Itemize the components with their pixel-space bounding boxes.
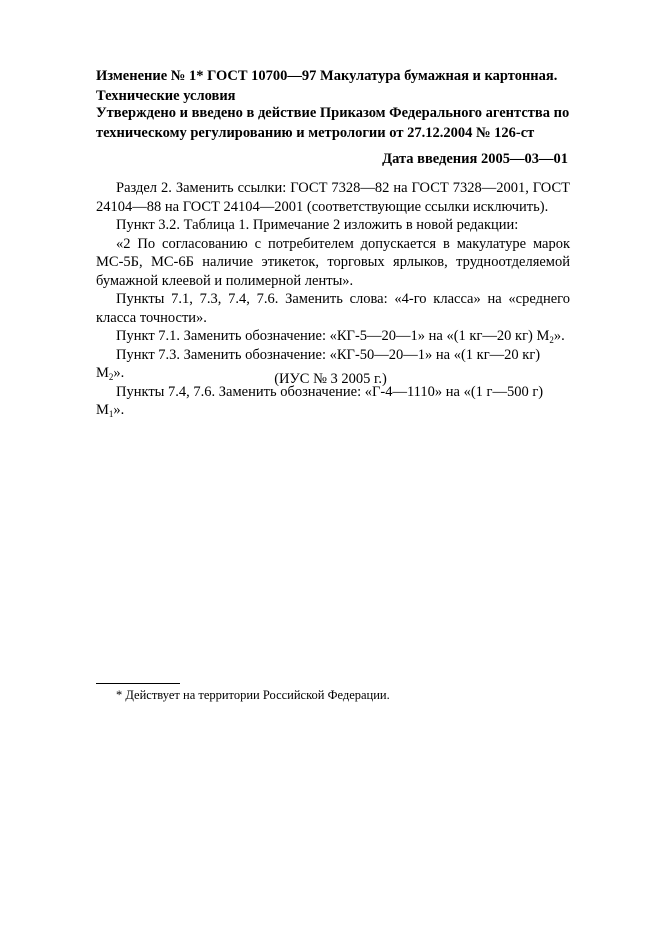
approval-line-2: техническому регулированию и метрологии от 27.12.2004 № 126-ст (96, 125, 535, 141)
item-7-3-end: ». (113, 365, 125, 381)
approval-statement (96, 103, 570, 143)
item-7-3-text: Пункт 7.3. Заменить обозначение: «КГ-50—20—1» на «(1 кг—20 кг) М (96, 346, 541, 381)
paragraph-note-2: «2 По согласованию с потребителем допускается в макулатуре марок МС-5Б, МС-6Б наличие этикеток, торговых ярлыков, трудноотделяемой бумажной клеевой и полимерной ленты». (96, 235, 570, 289)
items-7-4-end: ». (113, 402, 125, 418)
footnote-divider (96, 683, 180, 684)
approval-line-1: Утверждено и введено в действие Приказом Федерального агентства по (96, 105, 570, 121)
footnote: * Действует на территории Российской Федерации. (116, 688, 390, 702)
item-7-3-subscript: 2 (108, 372, 114, 382)
source-reference: (ИУС № 3 2005 г.) (274, 371, 387, 387)
paragraph-items-7-4-7-6 (96, 383, 570, 420)
paragraph-item-3-2: Пункт 3.2. Таблица 1. Примечание 2 изложить в новой редакции: (116, 217, 519, 233)
item-7-1-subscript: 2 (549, 335, 554, 345)
item-7-1-text: Пункт 7.1. Заменить обозначение: «КГ-5—20—1» на «(1 кг—20 кг) М (116, 328, 550, 344)
items-7-4-subscript: 1 (108, 409, 114, 419)
item-7-1-end: ». (553, 328, 565, 344)
items-7-4-text: Пункты 7.4, 7.6. Заменить обозначение: «Г-4—1110» на «(1 г—500 г) М (96, 383, 544, 418)
document-title (96, 66, 570, 106)
effective-date: Дата введения 2005—03—01 (382, 151, 568, 167)
title-line-2: Технические условия (96, 88, 236, 104)
paragraph-item-7-1 (96, 327, 570, 346)
title-line-1: Изменение № 1* ГОСТ 10700—97 Макулатура бумажная и картонная. (96, 68, 558, 84)
paragraph-section-2: Раздел 2. Заменить ссылки: ГОСТ 7328—82 на ГОСТ 7328—2001, ГОСТ 24104—88 на ГОСТ 24104—2001 (соответствующие ссылки исключить). (96, 180, 570, 215)
paragraph-items-7: Пункты 7.1, 7.3, 7.4, 7.6. Заменить слова: «4-го класса» на «среднего класса точности». (96, 291, 570, 326)
